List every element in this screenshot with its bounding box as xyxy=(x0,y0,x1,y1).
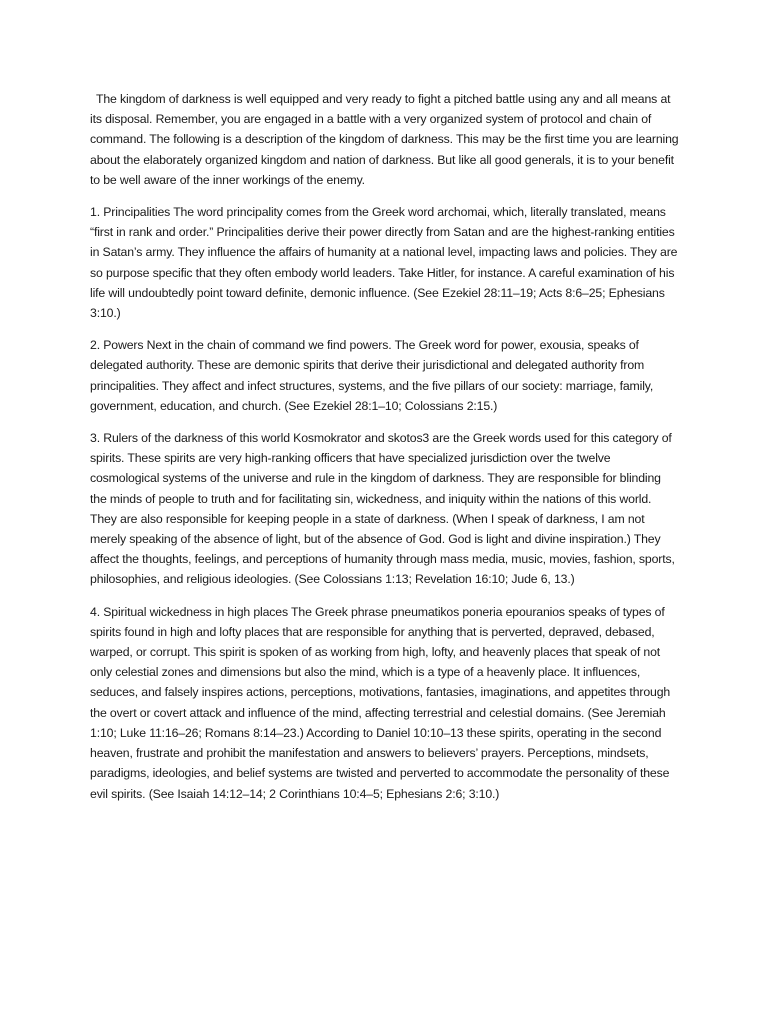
principalities-paragraph: 1. Principalities The word principality comes from the Greek word archomai, which, literally translated, means “first in rank and order.” Principalities derive their power directly from Satan and are the highest-ranking entities in Satan’s army. They influence the affairs of humanity at a national level, impacting laws and policies. They are so purpose specific that they often embody world leaders. Take Hitler, for instance. A careful examination of his life will undoubtedly point toward definite, demonic influence. (See Ezekiel 28:11–19; Acts 8:6–25; Ephesians 3:10.) xyxy=(90,205,678,321)
spiritual-wickedness-paragraph: 4. Spiritual wickedness in high places The Greek phrase pneumatikos poneria epouranios speaks of types of spirits found in high and lofty places that are responsible for anything that is perverted, depraved, debased, warped, or corrupt. This spirit is spoken of as working from high, lofty, and heavenly places that speak of not only celestial zones and dimensions but also the mind, which is a type of a heavenly place. It influences, seduces, and falsely inspires actions, perceptions, motivations, fantasies, imaginations, and appetites through the overt or covert attack and influence of the mind, affecting terrestrial and celestial domains. (See Jeremiah 1:10; Luke 11:16–26; Romans 8:14–23.) According to Daniel 10:10–13 these spirits, operating in the second heaven, frustrate and prohibit the manifestation and answers to believers’ prayers. Perceptions, mindsets, paradigms, ideologies, and belief systems are twisted and perverted to accommodate the personality of these evil spirits. (See Isaiah 14:12–14; 2 Corinthians 10:4–5; Ephesians 2:6; 3:10.) xyxy=(90,604,671,801)
document-body xyxy=(90,89,680,816)
intro-paragraph: The kingdom of darkness is well equipped and very ready to fight a pitched battle using any and all means at its disposal. Remember, you are engaged in a battle with a very organized system of protocol and chain of command. The following is a description of the kingdom of darkness. This may be the first time you are learning about the elaborately organized kingdom and nation of darkness. But like all good generals, it is to your benefit to be well aware of the inner workings of the enemy. xyxy=(90,92,679,187)
powers-paragraph: 2. Powers Next in the chain of command we find powers. The Greek word for power, exousia, speaks of delegated authority. These are demonic spirits that derive their jurisdictional and delegated authority from principalities. They affect and infect structures, systems, and the five pillars of our society: marriage, family, government, education, and church. (See Ezekiel 28:1–10; Colossians 2:15.) xyxy=(90,338,654,413)
rulers-of-darkness-paragraph: 3. Rulers of the darkness of this world Kosmokrator and skotos3 are the Greek words used for this category of spirits. These spirits are very high-ranking officers that have specialized jurisdiction over the twelve cosmological systems of the universe and rule in the kingdom of darkness. They are responsible for blinding the minds of people to truth and for facilitating sin, wickedness, and iniquity within the nations of this world. They are also responsible for keeping people in a state of darkness. (When I speak of darkness, I am not merely speaking of the absence of light, but of the absence of God. God is light and divine inspiration.) They affect the thoughts, feelings, and perceptions of humanity through mass media, music, movies, fashion, sports, philosophies, and religious ideologies. (See Colossians 1:13; Revelation 16:10; Jude 6, 13.) xyxy=(90,431,675,587)
